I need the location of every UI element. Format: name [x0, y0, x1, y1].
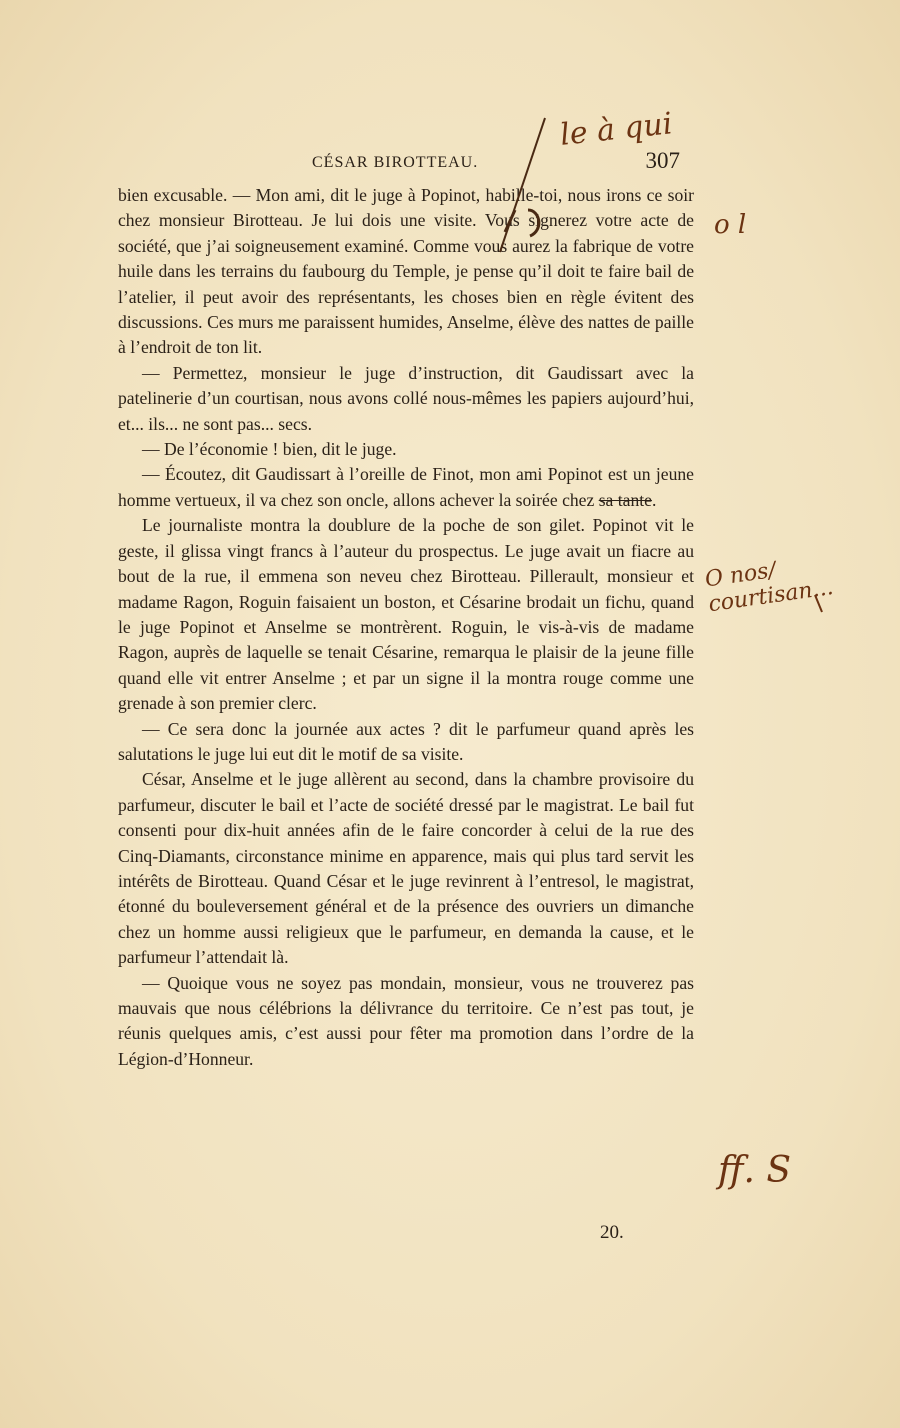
paragraph: César, Anselme et le juge allèrent au second, dans la chambre provisoire du parfumeur, discuter le bail et l’acte de société dressé par le magistrat. Le bail fut consenti pour dix-huit années afin de le faire concorder à celui de la rue des Cinq-Diamants, circonstance minime en apparence, mais qui plus tard servit les intérêts de Birotteau. Quand César et le juge revinrent à l’entresol, le magistrat, étonné du bouleversement général et de la présence des ouvriers un dimanche chez un homme aussi religieux que le parfumeur, en demanda la cause, et le parfumeur l’attendait là.	[118, 769, 694, 968]
signature-mark: 20.	[600, 1222, 624, 1243]
annotation-right-2: O nos/ courtisan...	[703, 557, 835, 618]
paragraph: — De l’économie ! bien, dit le juge.	[142, 439, 397, 460]
paragraph: Le journaliste montra la doublure de la poche de son gilet. Popinot vit le geste, il glissa vingt francs à l’auteur du prospectus. Le juge avait un fiacre au bout de la rue, il emmena son neveu chez Birotteau. Pillerault, monsieur et madame Ragon, Roguin faisaient un boston, et Césarine brodait un fichu, quand le juge Popinot et Anselme se montrèrent. Roguin, le vis-à-vis de madame Ragon, auprès de laquelle se tenait Césarine, remarqua le plaisir de la jeune fille quand elle vit entrer Anselme ; et par un signe il la montra rouge comme une grenade à son premier clerc.	[118, 515, 694, 714]
annotation-right-3: ff. S	[718, 1150, 792, 1191]
paragraph: bien excusable. — Mon ami, dit le juge à Popinot, habille-toi, nous irons ce soir chez monsieur Birotteau. Je lui dois une visite. Vous signerez votre acte de société, que j’ai soigneusement examiné. Comme vous aurez la fabrique de votre huile dans les terrains du faubourg du Temple, je pense qu’il doit te faire bail de l’atelier, il peut avoir des représentants, les choses bien en règle évitent des discussions. Ces murs me paraissent humides, Anselme, élève des nattes de paille à l’endroit de ton lit.	[118, 185, 694, 358]
annotation-right-1: o l	[714, 210, 747, 240]
running-title: CÉSAR BIROTTEAU.	[312, 154, 479, 171]
paragraph: — Permettez, monsieur le juge d’instruction, dit Gaudissart avec la patelinerie d’un courtisan, nous avons collé nous-mêmes les papiers aujourd’hui, et... ils... ne sont pas... secs.	[118, 362, 694, 434]
paragraph: — Quoique vous ne soyez pas mondain, monsieur, vous ne trouverez pas mauvais que nous célébrions la délivrance du territoire. Ce n’est pas tout, je réunis quelques amis, c’est aussi pour fêter ma promotion dans l’ordre de la Légion-d’Honneur.	[118, 972, 694, 1069]
body-text	[118, 183, 694, 1072]
paragraph-text: — Écoutez, dit Gaudissart à l’oreille de Finot, mon ami Popinot est un jeune homme vertueux, il va chez son oncle, allons achever la soirée chez	[118, 464, 694, 510]
struck-text: sa tante	[598, 489, 652, 510]
paragraph: — Ce sera donc la journée aux actes ? dit le parfumeur quand après les salutations le juge lui eut dit le motif de sa visite.	[118, 718, 694, 764]
annotation-top: le à qui	[558, 106, 674, 153]
page-header	[300, 148, 680, 178]
page-number: 307	[645, 148, 680, 173]
paragraph: — Écoutez, dit Gaudissart à l’oreille de Finot, mon ami Popinot est un jeune homme vertueux, il va chez son oncle, allons achever la soirée chez sa tante.	[118, 464, 694, 510]
